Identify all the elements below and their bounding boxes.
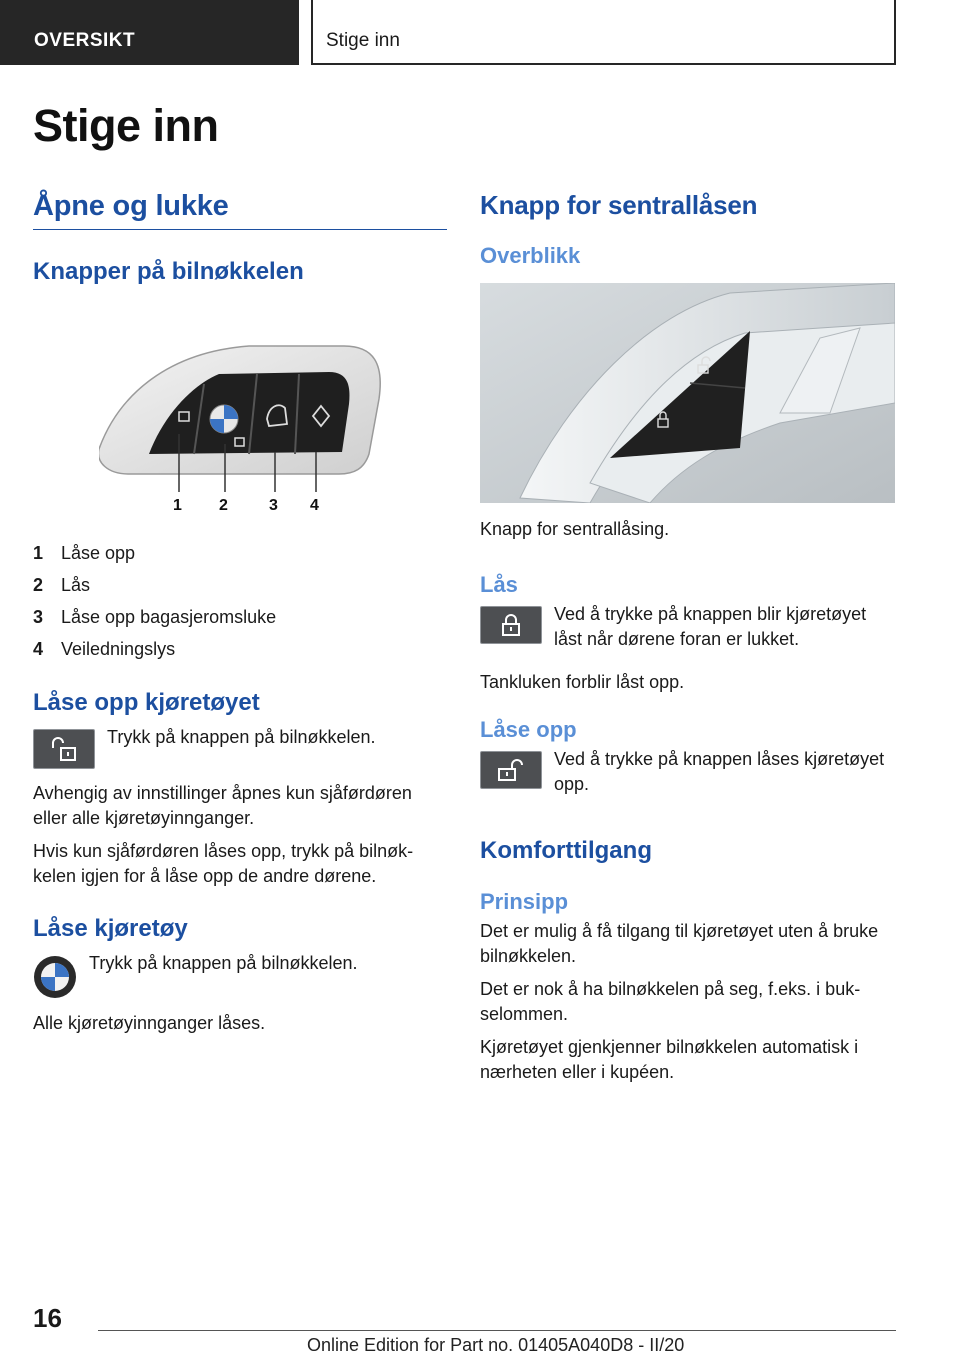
- lock-button-text: Ved å trykke på knappen blir kjøretøyet låst når dørene foran er lukket.: [554, 604, 867, 649]
- lock-paragraph-1: Alle kjøretøyinnganger låses.: [33, 1013, 266, 1033]
- heading-key-buttons: Knapper på bilnøkkelen: [33, 258, 304, 285]
- photo-caption: Knapp for sentrallåsing.: [480, 519, 670, 539]
- figure-number-2: 2: [219, 497, 228, 514]
- left-column: [33, 190, 447, 1036]
- heading-principle: Prinsipp: [480, 889, 569, 914]
- legend-item: [33, 575, 447, 607]
- unlock-instruction-text: Trykk på knappen på bilnøkkelen.: [107, 727, 376, 747]
- heading-unlock: Låse opp: [480, 717, 577, 742]
- heading-lock-vehicle: Låse kjøretøy: [33, 915, 188, 942]
- legend-item: [33, 639, 447, 671]
- legend-item: [33, 543, 447, 575]
- legend-label: Låse opp bagasjeromsluke: [61, 607, 277, 627]
- unlock-button-icon: [33, 729, 95, 769]
- unlock-button-icon: [480, 751, 542, 789]
- key-legend: [33, 543, 447, 671]
- legend-number: 2: [33, 575, 44, 595]
- legend-number: 4: [33, 639, 44, 659]
- lock-button-icon: [480, 606, 542, 644]
- key-fob-illustration: [99, 344, 399, 514]
- footer-edition-text: Online Edition for Part no. 01405A040D8 - II/20: [307, 1335, 685, 1355]
- comfort-paragraph-3: Kjøretøyet gjenkjenner bilnøkkelen automatisk i nærheten eller i kupéen.: [480, 1037, 859, 1082]
- legend-number: 1: [33, 543, 44, 563]
- lock-instruction-row: [33, 951, 447, 999]
- bmw-logo-icon: [33, 955, 77, 999]
- figure-number-3: 3: [269, 497, 278, 514]
- legend-item: [33, 607, 447, 639]
- right-column: [480, 190, 895, 1085]
- legend-label: Veiledningslys: [61, 639, 176, 659]
- unlock-paragraph-1: Avhengig av innstillinger åpnes kun sjåførdøren eller alle kjøretøyinnganger.: [33, 783, 412, 828]
- page-number: 16: [33, 1303, 62, 1333]
- heading-unlock-vehicle: Låse opp kjøretøyet: [33, 689, 260, 716]
- heading-overview: Overblikk: [480, 243, 581, 268]
- figure-number-1: 1: [173, 497, 182, 514]
- heading-lock: Lås: [480, 572, 518, 597]
- header-section-tab: OVERSIKT: [0, 0, 299, 65]
- header-section-title: Stige inn: [311, 0, 896, 65]
- comfort-paragraph-1: Det er mulig å få tilgang til kjøretøyet uten å bruke bilnøkkelen.: [480, 921, 879, 966]
- legend-label: Lås: [61, 575, 91, 595]
- legend-number: 3: [33, 607, 44, 627]
- lock-instruction-text: Trykk på knappen på bilnøkkelen.: [89, 953, 358, 973]
- footer-divider: [98, 1330, 896, 1331]
- door-panel-photo: [480, 283, 895, 503]
- figure-number-4: 4: [310, 497, 319, 514]
- lock-button-row: [480, 602, 895, 652]
- unlock-button-text: Ved å trykke på knappen låses kjøretøyet opp.: [554, 749, 885, 794]
- heading-central-lock-button: Knapp for sentrallåsen: [480, 190, 758, 220]
- unlock-instruction-row: [33, 725, 447, 769]
- lock-fuel-flap-text: Tankluken forblir låst opp.: [480, 672, 685, 692]
- comfort-paragraph-2: Det er nok å ha bilnøkkelen på seg, f.eks. i bukselommen.: [480, 979, 861, 1024]
- unlock-button-row: [480, 747, 895, 797]
- heading-comfort-access: Komforttilgang: [480, 837, 652, 864]
- page-title: Stige inn: [33, 100, 219, 151]
- unlock-paragraph-2: Hvis kun sjåførdøren låses opp, trykk på bilnøkkelen igjen for å låse opp de andre dørene.: [33, 841, 414, 886]
- legend-label: Låse opp: [61, 543, 136, 563]
- heading-open-close: Åpne og lukke: [33, 190, 447, 230]
